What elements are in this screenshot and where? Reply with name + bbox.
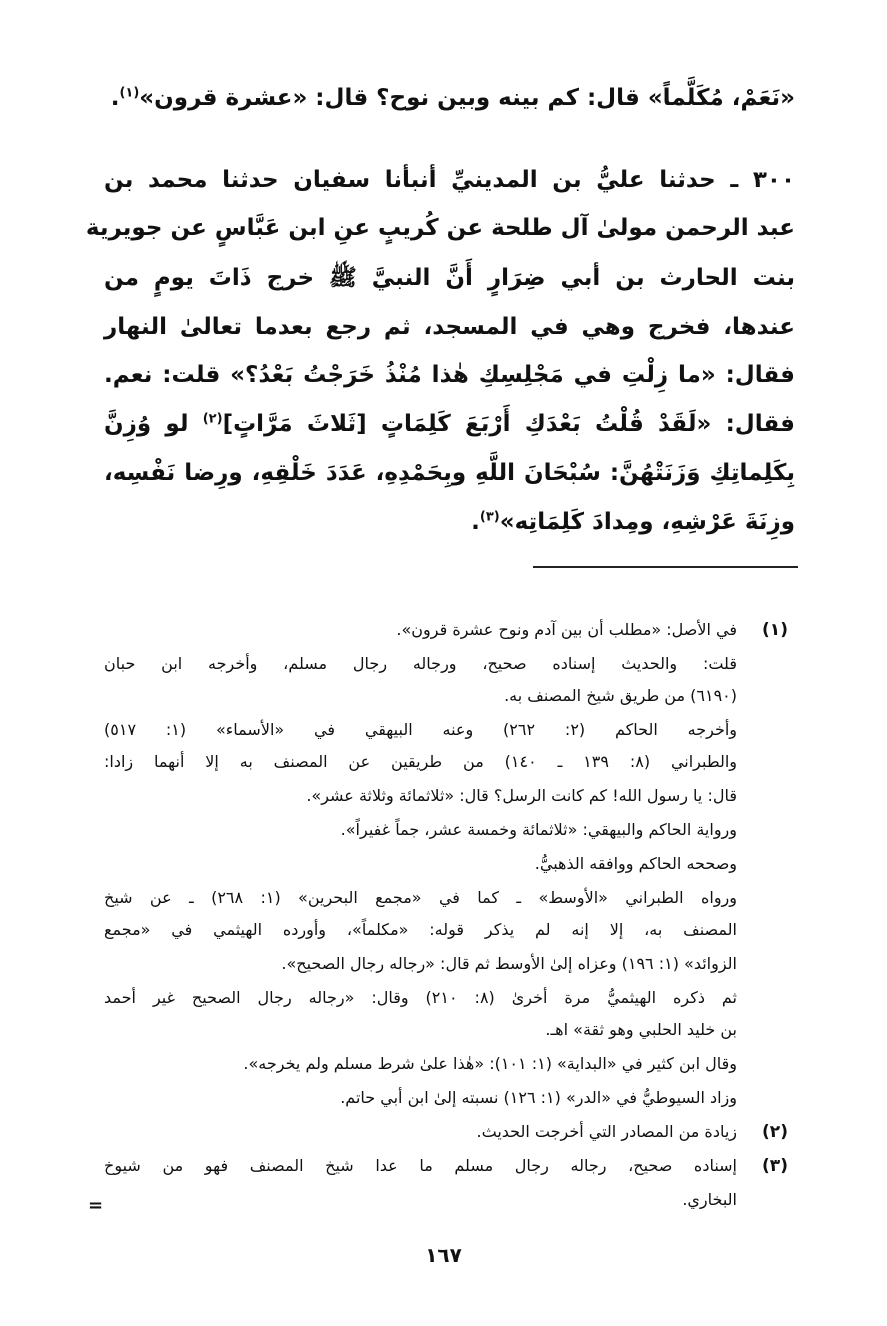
footnote-1-continuation — [104, 714, 795, 748]
footnote-line: قلت: والحديث إسناده صحيح، ورجاله رجال مسلم، وأخرجه ابن حبان — [104, 654, 737, 673]
footnote-line: إسناده صحيح، رجاله رجال مسلم ما عدا شيخ المصنف فهو من شيوخ — [104, 1156, 737, 1175]
footnote-1-continuation — [104, 814, 795, 848]
main-text-line-6: فقال: «ما زِلْتِ في مَجْلِسِكِ هٰذا مُنْذُ خَرَجْتُ بَعْدُ؟» قلت: نعم. — [104, 362, 795, 388]
footnote-line: (٦١٩٠) من طريق شيخ المصنف به. — [504, 686, 737, 705]
footnote-ref-1: (١) — [119, 85, 140, 101]
footnote-line: قال: يا رسول الله! كم كانت الرسل؟ قال: «ثلاثمائة وثلاثة عشر». — [306, 786, 737, 805]
main-text-line-4: بنت الحارث بن أبي ضِرَارٍ أَنَّ النبيَّ ﷺ خرج ذَاتَ يومٍ من — [104, 265, 795, 291]
footnote-line: ثم ذكره الهيثميُّ مرة أخرىٰ (٨: ٢١٠) وقال: «رجاله رجال الصحيح غير أحمد — [104, 988, 737, 1007]
footnote-1-continuation — [104, 1014, 795, 1048]
footnote-divider — [533, 566, 798, 568]
footnote-line: وقال ابن كثير في «البداية» (١: ١٠١): «هٰذا علىٰ شرط مسلم ولم يخرجه». — [243, 1054, 737, 1073]
footnote-1-continuation — [104, 914, 795, 948]
footnote-1-continuation — [104, 1082, 795, 1116]
footnote-1-continuation — [104, 680, 795, 714]
main-text-segment: فقال: «لَقَدْ قُلْتُ بَعْدَكِ أَرْبَعَ كَلِمَاتٍ [ثَلاثَ مَرَّاتٍ] — [222, 411, 795, 437]
footnote-1-continuation — [104, 948, 795, 982]
footnote-line: ورواه الطبراني «الأوسط» ـ كما في «مجمع البحرين» (١: ٢٦٨) ـ عن شيخ — [104, 888, 737, 907]
main-text-line-2: ٣٠٠ ـ حدثنا عليُّ بن المدينيِّ أنبأنا سفيان حدثنا محمد بن — [104, 167, 795, 193]
footnote-line: الزوائد» (١: ١٩٦) وعزاه إلىٰ الأوسط ثم قال: «رجاله رجال الصحيح». — [281, 954, 737, 973]
main-text-segment: . — [110, 85, 120, 111]
footnote-1-continuation — [104, 982, 795, 1016]
footnote-line: وأخرجه الحاكم (٢: ٢٦٢) وعنه البيهقي في «الأسماء» (١: ٥١٧) — [104, 720, 737, 739]
footnote-line: في الأصل: «مطلب أن بين آدم ونوح عشرة قرون». — [396, 620, 737, 639]
footnote-2 — [104, 1116, 795, 1150]
footnote-1-continuation — [104, 1048, 795, 1082]
footnote-line: بن خليد الحلبي وهو ثقة» اهـ. — [545, 1020, 737, 1039]
page-number: ١٦٧ — [425, 1243, 462, 1267]
main-text-line-9 — [471, 502, 795, 542]
main-text-segment: وزِنَةَ عَرْشِهِ، ومِدادَ كَلِمَاتِه» — [499, 509, 795, 535]
footnote-line: ورواية الحاكم والبيهقي: «ثلاثمائة وخمسة عشر، جماً غفيراً». — [340, 820, 737, 839]
footnote-number: (١) — [762, 620, 788, 640]
main-text-segment: . — [471, 509, 480, 535]
footnote-number: (٣) — [762, 1156, 788, 1176]
footnote-number: (٢) — [762, 1122, 788, 1142]
continuation-mark: = — [88, 1195, 104, 1216]
main-text-line-3: عبد الرحمن مولىٰ آل طلحة عن كُريبٍ عنِ ابن عَبَّاسٍ عن جويرية — [85, 215, 795, 241]
footnote-1-continuation — [104, 746, 795, 780]
footnote-1-continuation — [104, 848, 795, 882]
main-text-line-8: بِكَلِماتِكِ وَزَنَتْهُنَّ: سُبْحَانَ اللَّهِ وبِحَمْدِهِ، عَدَدَ خَلْقِهِ، ورِضا نَفْسِه، — [104, 460, 795, 486]
footnote-line: وصححه الحاكم ووافقه الذهبيُّ. — [534, 854, 737, 873]
footnote-ref-3: (٣) — [479, 509, 500, 525]
footnote-1-continuation — [104, 648, 795, 682]
main-text-line-1 — [111, 78, 795, 118]
footnote-1-continuation — [104, 882, 795, 916]
footnote-line: زيادة من المصادر التي أخرجت الحديث. — [476, 1122, 737, 1141]
footnote-line: المصنف به، إلا إنه لم يذكر قوله: «مكلماً»، وأورده الهيثمي في «مجمع — [104, 920, 737, 939]
main-text-segment: لو وُزِنَّ — [104, 411, 203, 437]
footnote-ref-2: (٢) — [202, 411, 223, 427]
footnote-line: البخاري. — [682, 1190, 737, 1209]
main-text-line-5: عندها، فخرج وهي في المسجد، ثم رجع بعدما تعالىٰ النهار — [104, 314, 795, 340]
main-text-line-7 — [104, 404, 795, 444]
footnote-3 — [104, 1150, 795, 1184]
footnote-3-continuation — [104, 1184, 795, 1218]
main-text-segment: «نَعَمْ، مُكَلَّماً» قال: كم بينه وبين نوح؟ قال: «عشرة قرون» — [139, 85, 795, 111]
footnote-1-continuation — [104, 780, 795, 814]
footnote-line: وزاد السيوطيُّ في «الدر» (١: ١٢٦) نسبته إلىٰ ابن أبي حاتم. — [340, 1088, 737, 1107]
footnote-line: والطبراني (٨: ١٣٩ ـ ١٤٠) من طريقين عن المصنف به إلا أنهما زادا: — [104, 752, 737, 771]
footnote-1 — [104, 614, 795, 648]
